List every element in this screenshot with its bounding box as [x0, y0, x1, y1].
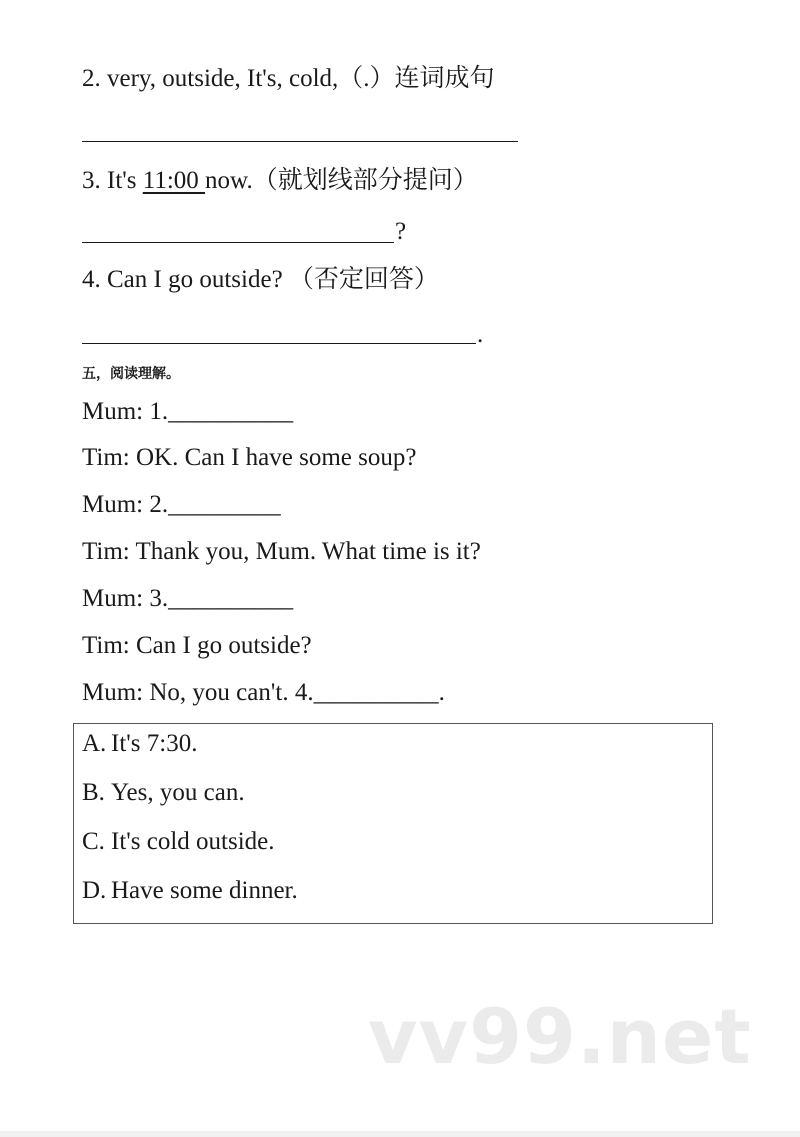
option-text: Yes, you can.: [111, 779, 245, 806]
answer-4-end-mark: .: [477, 321, 484, 348]
option-text: Have some dinner.: [111, 877, 298, 904]
question-4: 4. Can I go outside? （否定回答）: [82, 266, 439, 293]
dialogue-line-2: Tim: OK. Can I have some soup?: [82, 444, 417, 471]
question-3-suffix: now.（就划线部分提问）: [205, 167, 478, 194]
question-2: 2. very, outside, It's, cold,（.）连词成句: [82, 65, 495, 92]
answer-line-3[interactable]: [82, 242, 394, 243]
question-3-prefix: 3. It's: [82, 167, 143, 194]
answer-line-4[interactable]: [82, 343, 476, 344]
option-letter: B.: [82, 779, 105, 806]
dialogue-line-4: Tim: Thank you, Mum. What time is it?: [82, 538, 481, 565]
option-letter: A.: [82, 730, 107, 757]
question-3: [82, 166, 478, 196]
dialogue-line-6: Tim: Can I go outside?: [82, 632, 312, 659]
option-d: [82, 876, 298, 906]
option-c: [82, 827, 275, 857]
dialogue-line-3: Mum: 2._________: [82, 491, 281, 518]
answer-3-end-mark: ?: [395, 218, 407, 245]
dialogue-line-5: Mum: 3.__________: [82, 585, 294, 612]
option-b: [82, 778, 245, 808]
watermark: vv99.net: [368, 992, 752, 1081]
option-text: It's cold outside.: [111, 828, 275, 855]
option-text: It's 7:30.: [111, 730, 198, 757]
dialogue-line-7: Mum: No, you can't. 4.__________.: [82, 679, 445, 706]
options-box: [73, 723, 713, 924]
answer-line-2[interactable]: [82, 141, 518, 142]
option-a: [82, 729, 197, 759]
dialogue-line-1: Mum: 1.__________: [82, 398, 294, 425]
option-letter: D.: [82, 877, 107, 904]
option-letter: C.: [82, 828, 105, 855]
page-bottom-edge: [0, 1131, 800, 1137]
question-3-underlined: 11:00: [142, 167, 206, 194]
section-5-heading: 五，阅读理解。: [82, 366, 180, 382]
